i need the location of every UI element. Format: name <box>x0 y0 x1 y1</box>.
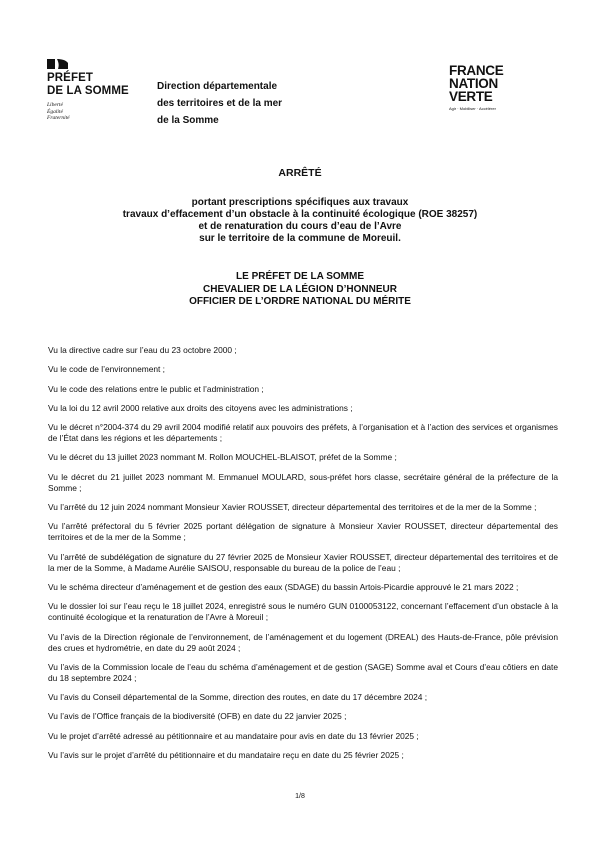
visa-list <box>48 345 558 769</box>
visa-item: Vu l’avis de l’Office français de la biodiversité (OFB) en date du 22 janvier 2025 ; <box>48 711 347 722</box>
page-number: 1/8 <box>295 793 305 800</box>
visa-item: Vu le décret n°2004-374 du 29 avril 2004 modifié relatif aux pouvoirs des préfets, à l’organisation et à l’action des services et organismes de l’État dans les régions et les départements ; <box>48 422 558 444</box>
subject-line: sur le territoire de la commune de Moreuil. <box>199 233 401 244</box>
visa-item: Vu le décret du 13 juillet 2023 nommant M. Rollon MOUCHEL-BLAISOT, préfet de la Somme ; <box>48 452 397 463</box>
visa-item: Vu l’avis de la Direction régionale de l’environnement, de l’aménagement et du logement (DREAL) des Hauts-de-France, pôle prévision des crues et hydrométrie, en date du 29 août 2024 ; <box>48 631 558 653</box>
subject-line: portant prescriptions spécifiques aux travaux <box>191 197 409 208</box>
visa-item: Vu le projet d’arrêté adressé au pétitionnaire et au mandataire pour avis en date du 13 février 2025 ; <box>48 730 419 741</box>
devise <box>47 102 147 122</box>
fnv-line2: NATION <box>449 76 498 91</box>
visa-item: Vu l’avis de la Commission locale de l’eau du schéma d’aménagement et de gestion (SAGE) Somme aval et Cours d’eau côtiers en date du 18 septembre 2024 ; <box>48 661 558 683</box>
visa-item: Vu le code de l’environnement ; <box>48 364 166 375</box>
prefet-title-line: OFFICIER DE L’ORDRE NATIONAL DU MÉRITE <box>189 296 411 307</box>
visa-item: Vu l’arrêté du 12 juin 2024 nommant Monsieur Xavier ROUSSET, directeur départemental des territoires et de la mer de la Somme ; <box>48 502 537 513</box>
visa-item: Vu le dossier loi sur l’eau reçu le 18 juillet 2024, enregistré sous le numéro GUN 0100053122, concernant l’effacement d’un obstacle à la continuité écologique et la renaturation de l’Avre à Moreuil ; <box>48 601 558 623</box>
marianne-icon <box>47 58 69 70</box>
fnv-tagline: Agir · Mobiliser · Accélérer <box>449 106 496 111</box>
ddtm-name <box>157 78 357 129</box>
france-nation-verte-logo <box>449 64 529 112</box>
visa-item: Vu l’arrêté préfectoral du 5 février 2025 portant délégation de signature à Monsieur Xavier ROUSSET, directeur départemental des territoires et de la mer de la Somme ; <box>48 521 558 543</box>
ddtm-line3: de la Somme <box>157 115 219 126</box>
visa-item: Vu le code des relations entre le public et l’administration ; <box>48 383 264 394</box>
visa-item: Vu la loi du 12 avril 2000 relative aux droits des citoyens avec les administrations ; <box>48 402 353 413</box>
devise-liberte: Liberté <box>47 102 63 108</box>
document-subject <box>40 197 560 245</box>
prefet-title-line: LE PRÉFET DE LA SOMME <box>236 271 364 282</box>
prefet-name-line2: DE LA SOMME <box>47 85 129 97</box>
document-title: ARRÊTÉ <box>278 167 322 179</box>
prefet-name-line1: PRÉFET <box>47 72 93 84</box>
visa-item: Vu la directive cadre sur l’eau du 23 octobre 2000 ; <box>48 345 237 355</box>
ddtm-line2: des territoires et de la mer <box>157 98 283 109</box>
ddtm-line1: Direction départementale <box>157 81 278 92</box>
devise-egalite: Égalité <box>47 108 63 115</box>
visa-item: Vu l’arrêté de subdélégation de signature du 27 février 2025 de Monsieur Xavier ROUSSET, directeur départemental des territoires et de la mer de la Somme, à Madame Aurélie SAISOU, responsable du bureau de la police de l’eau ; <box>48 551 558 573</box>
visa-item: Vu l’avis sur le projet d’arrêté du pétitionnaire et du mandataire reçu en date du 25 février 2025 ; <box>48 750 404 761</box>
prefet-logo <box>47 58 147 122</box>
visa-item: Vu l’avis du Conseil départemental de la Somme, direction des routes, en date du 17 décembre 2024 ; <box>48 692 428 703</box>
subject-line: et de renaturation du cours d’eau de l’Avre <box>198 221 402 232</box>
subject-line: travaux d’effacement d’un obstacle à la continuité écologique (ROE 38257) <box>122 209 478 220</box>
fnv-line1: FRANCE <box>449 63 504 78</box>
visa-item: Vu le décret du 21 juillet 2023 nommant M. Emmanuel MOULARD, sous-préfet hors classe, secrétaire général de la préfecture de la Somme ; <box>48 471 558 493</box>
devise-fraternite: Fraternité <box>47 115 70 121</box>
fnv-line3: VERTE <box>449 89 493 104</box>
visa-item: Vu le schéma directeur d’aménagement et de gestion des eaux (SDAGE) du bassin Artois-Picardie approuvé le 21 mars 2022 ; <box>48 581 519 592</box>
prefet-title-line: CHEVALIER DE LA LÉGION D’HONNEUR <box>203 283 397 295</box>
prefet-titles <box>40 271 560 309</box>
